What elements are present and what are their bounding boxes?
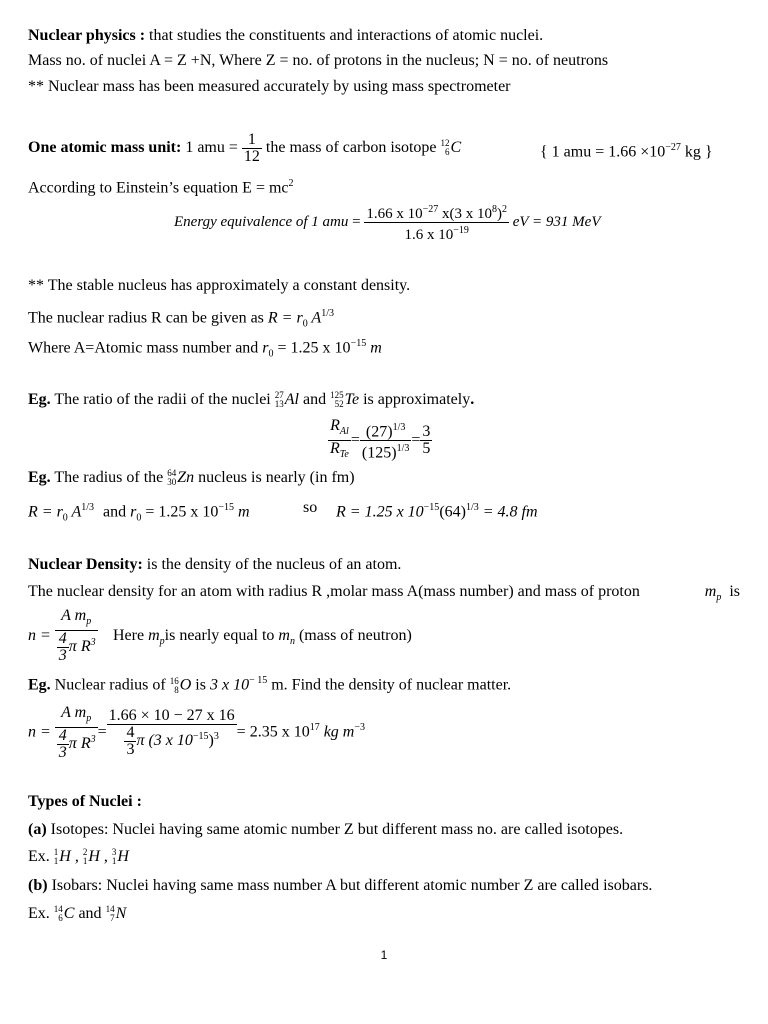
eg3-f1-num bbox=[55, 705, 98, 728]
num-a: 1.66 x 10 bbox=[366, 206, 423, 222]
eg2-f1: R = r bbox=[28, 503, 63, 521]
density-fraction bbox=[55, 608, 98, 664]
amu-frac-den: 12 bbox=[243, 147, 260, 165]
pi-r: π R bbox=[68, 638, 91, 656]
density-line-end bbox=[705, 582, 740, 608]
eg2-f2-unit: m bbox=[234, 503, 250, 521]
eg2-f1-exp: 1/3 bbox=[81, 502, 95, 513]
intro-heading: Nuclear physics : bbox=[28, 27, 146, 44]
eg3-text-a: Nuclear radius of bbox=[50, 676, 170, 694]
here-text: Here bbox=[113, 627, 149, 644]
eg3-result-unit-exp: −3 bbox=[354, 722, 365, 733]
eg3-den2-cube: 3 bbox=[213, 730, 219, 742]
eq-label: Energy equivalence of 1 amu bbox=[174, 213, 349, 230]
al-atomic: 13 bbox=[274, 399, 284, 410]
zn-atomic: 30 bbox=[167, 477, 177, 488]
num-b: x(3 x 10 bbox=[438, 206, 492, 222]
eg1-dot: . bbox=[470, 391, 475, 408]
num-b-sq: 2 bbox=[502, 204, 507, 215]
page-number: 1 bbox=[380, 948, 388, 962]
eg3-fraction-2 bbox=[107, 708, 237, 758]
n14-symbol: N bbox=[115, 905, 127, 922]
mn-sub: n bbox=[289, 636, 295, 648]
eg3-three-2: 3 bbox=[126, 740, 135, 758]
radius-A: A bbox=[307, 309, 322, 327]
radius-line bbox=[28, 304, 334, 335]
r-al-sub: Al bbox=[339, 426, 349, 438]
c14-numbers bbox=[54, 905, 63, 923]
eg3-three: 3 bbox=[58, 743, 67, 761]
ratio-mid bbox=[360, 420, 411, 462]
radius-sub: 0 bbox=[302, 318, 308, 330]
sep-1: , bbox=[70, 848, 83, 865]
ratio-left-den bbox=[328, 441, 351, 463]
ratio-left bbox=[328, 418, 351, 463]
ratio-mid-den bbox=[360, 441, 411, 461]
here-mp: m bbox=[148, 627, 160, 644]
density-num-sub: p bbox=[86, 616, 92, 628]
einstein-text: According to Einstein’s equation E = mc bbox=[28, 179, 289, 197]
isobars-line bbox=[28, 876, 652, 896]
three: 3 bbox=[58, 647, 67, 665]
eg3-result: = 2.35 x 10 bbox=[236, 723, 310, 741]
ratio-answer bbox=[420, 424, 432, 457]
den-exp: −19 bbox=[453, 225, 469, 236]
einstein-exp: 2 bbox=[288, 178, 294, 189]
eg3-den2-exp: −15 bbox=[192, 730, 209, 742]
o-numbers bbox=[170, 677, 179, 695]
eg3-num2: 1.66 × 10 − 27 x 16 bbox=[108, 706, 235, 724]
eg3-four: 4 bbox=[58, 726, 67, 744]
h1-numbers bbox=[54, 848, 59, 866]
r0-unit: m bbox=[366, 339, 382, 357]
mp-sub: p bbox=[716, 592, 722, 604]
num-b-exp: 8 bbox=[492, 204, 497, 215]
eg2-f2-val: = 1.25 x 10 bbox=[141, 503, 219, 521]
here-line bbox=[113, 626, 412, 652]
den-text: 1.6 x 10 bbox=[404, 227, 454, 243]
eg2-line bbox=[28, 468, 355, 488]
density-heading-rest: is the density of the nucleus of an atom. bbox=[142, 556, 402, 573]
ratio-num: (27) bbox=[365, 423, 393, 441]
te-mass: 125 bbox=[330, 390, 344, 401]
r0-sub: 0 bbox=[268, 348, 274, 360]
r0-value: = 1.25 x 10 bbox=[273, 339, 351, 357]
r-al: R bbox=[330, 417, 340, 434]
eg3-n-eq: n = bbox=[28, 723, 51, 741]
isotopes-example bbox=[28, 847, 129, 867]
eg2-text-a: The radius of the bbox=[50, 469, 168, 486]
density-text: The nuclear density for an atom with radius R ,molar mass A(mass number) and mass of proton bbox=[28, 583, 640, 600]
zn-symbol: Zn bbox=[177, 469, 195, 486]
radius-formula: R = r bbox=[267, 309, 303, 327]
sep-2: , bbox=[99, 848, 112, 865]
eg2-formula-2 bbox=[103, 498, 250, 529]
n14-mass: 14 bbox=[105, 904, 115, 915]
eg3-val: 3 x 10 bbox=[209, 676, 250, 694]
o-atomic: 8 bbox=[174, 684, 179, 695]
radius-ratio-eq: $\frac{R_{Al}}{R_{Te}}$ = $\frac{(27)^{1/3}}{(125)^{1/3}}$ = $\frac{3}{5}$ bbox=[330, 417, 431, 462]
eg1-line bbox=[28, 390, 474, 410]
h3-mass: 3 bbox=[111, 847, 117, 858]
eg2-f1-sub: 0 bbox=[62, 512, 68, 524]
eg3-formula: n = A $m_p$ $\frac{4}{3}$ π $R^3$ = 1.66 × 10 − 27 x 16 $\frac{4}{3}$ π (3 x $10^{-15})^3$ = 2.35 x $10^{17}$ kg $m^{-3}$ bbox=[28, 703, 365, 761]
ratio-ans-den: 5 bbox=[422, 440, 431, 458]
h2-atomic: 1 bbox=[82, 856, 88, 867]
ratio-left-num bbox=[328, 418, 351, 441]
radius-exp: 1/3 bbox=[321, 308, 334, 319]
n14-atomic: 7 bbox=[110, 913, 115, 924]
c14-atomic: 6 bbox=[58, 913, 63, 924]
eg2-formula-1 bbox=[28, 498, 94, 529]
energy-frac-den bbox=[364, 223, 509, 243]
here-mp-sub: p bbox=[159, 636, 165, 648]
eg3-result-unit: kg m bbox=[319, 723, 355, 741]
h3-atomic: 1 bbox=[111, 856, 117, 867]
eg3-four-2: 4 bbox=[126, 723, 135, 741]
carbon-isotope-numbers bbox=[441, 139, 450, 157]
isobars-text: Isobars: Nuclei having same mass number A but different atomic number Z are called isobars. bbox=[47, 877, 653, 894]
al-numbers bbox=[275, 391, 284, 409]
te-symbol: Te bbox=[344, 391, 360, 408]
eg3-num1-sub: p bbox=[86, 712, 92, 724]
amu-fraction bbox=[242, 132, 262, 165]
eg1-text-a: The ratio of the radii of the nuclei bbox=[50, 391, 275, 408]
h1-atomic: 1 bbox=[53, 856, 59, 867]
eg2-text-b: nucleus is nearly (in fm) bbox=[194, 469, 355, 486]
types-heading-text: Types of Nuclei : bbox=[28, 793, 142, 810]
h1-symbol: H bbox=[59, 848, 71, 865]
ex2-label: Ex. bbox=[28, 905, 54, 922]
eg3-four-thirds bbox=[57, 728, 69, 761]
c14-symbol: C bbox=[63, 905, 75, 922]
amu-value-exp: −27 bbox=[665, 142, 681, 153]
n14-numbers bbox=[106, 905, 115, 923]
density-line bbox=[28, 582, 740, 602]
ratio-num-exp: 1/3 bbox=[392, 421, 406, 433]
ratio-den: (125) bbox=[361, 444, 397, 462]
isotopes-line bbox=[28, 820, 623, 840]
four-thirds bbox=[57, 631, 69, 664]
eg3-label: Eg. bbox=[28, 676, 51, 694]
o-symbol: O bbox=[179, 676, 192, 694]
eg3-text-c: m. Find the density of nuclear matter. bbox=[267, 676, 512, 694]
isobars-and: and bbox=[74, 905, 106, 922]
eg2-f3-exp2: 1/3 bbox=[465, 502, 479, 513]
n-eq: n = bbox=[28, 627, 51, 644]
where-line bbox=[28, 334, 382, 365]
h3-symbol: H bbox=[117, 848, 129, 865]
zn-mass: 64 bbox=[167, 468, 177, 479]
isobars-example bbox=[28, 904, 126, 924]
mn: m bbox=[278, 627, 290, 644]
mn-rest: (mass of neutron) bbox=[294, 627, 412, 644]
r-te-sub: Te bbox=[339, 449, 349, 461]
eg2-f1-A: A bbox=[67, 503, 82, 521]
h2-symbol: H bbox=[88, 848, 100, 865]
eg3-r-cube: 3 bbox=[90, 733, 96, 745]
eg3-line bbox=[28, 671, 511, 695]
types-heading bbox=[28, 792, 142, 812]
eg2-label: Eg. bbox=[28, 469, 51, 486]
density-heading: Nuclear Density: bbox=[28, 556, 143, 573]
h2-numbers bbox=[83, 848, 88, 866]
num-b-end: ) bbox=[497, 206, 502, 222]
eg2-f2-exp: −15 bbox=[218, 502, 235, 513]
eg3-pi-3: π (3 x 10 bbox=[136, 731, 193, 749]
r-te: R bbox=[330, 440, 340, 458]
eg2-f2-sub: 0 bbox=[136, 512, 142, 524]
eg2-f3-exp: −15 bbox=[423, 502, 440, 513]
mp: m bbox=[704, 583, 717, 600]
amu-prefix: 1 amu = bbox=[181, 139, 242, 156]
eg1-and: and bbox=[298, 391, 331, 408]
h3-numbers bbox=[112, 848, 117, 866]
density-is: is bbox=[729, 583, 740, 600]
c14-mass: 14 bbox=[53, 904, 63, 915]
eg3-text-b: is bbox=[191, 676, 210, 694]
eg1-label: Eg. bbox=[28, 391, 51, 408]
here-rest: is nearly equal to bbox=[164, 627, 279, 644]
eg3-result-exp: 17 bbox=[309, 722, 320, 733]
where-text: Where A=Atomic mass number and bbox=[28, 339, 263, 357]
zn-numbers bbox=[167, 469, 176, 487]
eg2-formula-3 bbox=[336, 498, 538, 522]
eg3-four-thirds-2 bbox=[124, 725, 136, 758]
o-mass: 16 bbox=[169, 675, 179, 686]
al-mass: 27 bbox=[274, 390, 284, 401]
eg3-fraction-1 bbox=[55, 705, 98, 761]
te-atomic: 52 bbox=[334, 399, 344, 410]
amu-frac-num: 1 bbox=[242, 132, 262, 149]
density-num: A m bbox=[61, 607, 87, 625]
amu-heading: One atomic mass unit: bbox=[28, 139, 182, 156]
eg2-and: and bbox=[103, 503, 127, 521]
r-cube: 3 bbox=[90, 637, 96, 649]
amu-rest: the mass of carbon isotope bbox=[265, 139, 441, 156]
amu-value bbox=[540, 138, 713, 162]
density-frac-num bbox=[55, 608, 98, 631]
carbon-mass-number: 12 bbox=[440, 138, 450, 149]
energy-result: eV = 931 MeV bbox=[512, 213, 601, 230]
amu-value-end: kg } bbox=[680, 143, 713, 161]
al-symbol: Al bbox=[284, 391, 299, 408]
ratio-ans-num: 3 bbox=[422, 423, 431, 441]
ratio-den-exp: 1/3 bbox=[396, 443, 410, 455]
carbon-atomic-number: 6 bbox=[445, 147, 450, 158]
carbon-symbol: C bbox=[450, 139, 462, 156]
density-heading-line bbox=[28, 555, 401, 575]
te-numbers bbox=[330, 391, 344, 409]
intro-heading-rest: that studies the constituents and interactions of atomic nuclei. bbox=[145, 27, 544, 44]
constant-density-line: ** The stable nucleus has approximately a constant density. bbox=[28, 277, 411, 294]
h1-mass: 1 bbox=[53, 847, 59, 858]
amu-value-text: { 1 amu = 1.66 ×10 bbox=[540, 143, 666, 161]
eg1-text-b: is approximately bbox=[359, 391, 471, 408]
ratio-mid-num bbox=[360, 420, 411, 441]
isotopes-label: (a) bbox=[28, 821, 47, 838]
einstein-line bbox=[28, 174, 294, 198]
r0: r bbox=[262, 339, 269, 357]
radius-text: The nuclear radius R can be given as bbox=[28, 309, 268, 327]
eg2-f3-end: = 4.8 fm bbox=[478, 503, 538, 521]
eg3-num1: A m bbox=[61, 703, 87, 721]
energy-fraction bbox=[364, 202, 509, 243]
eg3-den2-end: ) bbox=[208, 731, 214, 749]
ex-label: Ex. bbox=[28, 848, 54, 865]
h2-mass: 2 bbox=[82, 847, 88, 858]
eg2-f2: r bbox=[130, 503, 137, 521]
four: 4 bbox=[58, 630, 67, 648]
density-formula bbox=[28, 608, 98, 664]
eg3-pi-r: π R bbox=[68, 734, 91, 752]
eg2-so: so bbox=[303, 499, 318, 516]
spectrometer-line: ** Nuclear mass has been measured accurately by using mass spectrometer bbox=[28, 78, 511, 95]
energy-frac-num bbox=[364, 202, 509, 223]
amu-line bbox=[28, 130, 461, 166]
eg3-f1-den bbox=[55, 728, 98, 761]
eg2-f3-mid: (64) bbox=[439, 503, 466, 521]
density-frac-den bbox=[55, 631, 98, 664]
eg3-f2-den bbox=[107, 725, 237, 758]
isobars-label: (b) bbox=[28, 877, 48, 894]
mass-number-line: Mass no. of nuclei A = Z +N, Where Z = no. of protons in the nucleus; N = no. of neutrons bbox=[28, 52, 609, 69]
num-a-exp: −27 bbox=[422, 204, 439, 215]
energy-equivalence-eq: Energy equivalence of 1 amu = $\frac{1.66 x 10^{-27} x(3 x 10^8)^2}{1.6 x 10^{-19}}$ eV = 931 MeV bbox=[174, 204, 601, 243]
intro-heading-line bbox=[28, 26, 543, 46]
eg3-val-exp: − 15 bbox=[249, 675, 268, 686]
r0-exp: −15 bbox=[350, 338, 367, 349]
isotopes-text: Isotopes: Nuclei having same atomic number Z but different mass no. are called isotopes. bbox=[46, 821, 624, 838]
eg2-f3: R = 1.25 x 10 bbox=[336, 503, 424, 521]
